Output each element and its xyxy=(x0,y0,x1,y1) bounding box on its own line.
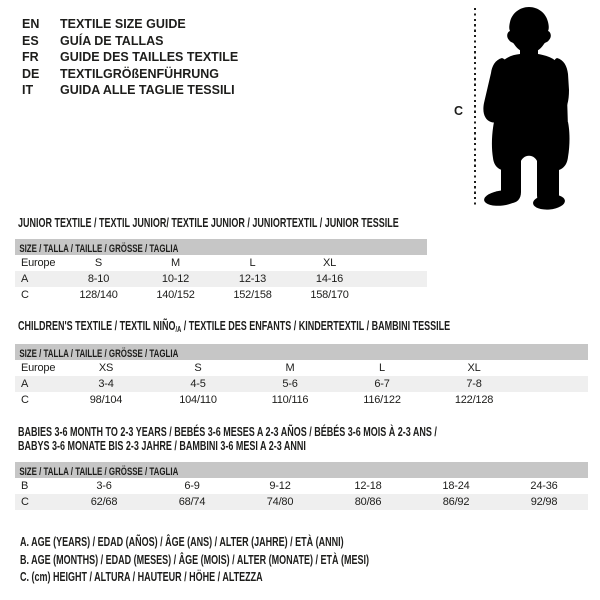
column-header: XS xyxy=(98,362,114,374)
size-header-text: SIZE / TALLA / TAILLE / GRÖSSE / TAGLIA xyxy=(19,348,179,360)
babies-title-line2: BABYS 3-6 MONATE BIS 2-3 JAHRE / BAMBINI 3-6 MESI A 2-3 ANNI xyxy=(18,439,306,453)
column-header: S xyxy=(194,362,202,374)
language-list xyxy=(22,16,238,99)
column-header: L xyxy=(249,257,256,269)
table-cell: 10-12 xyxy=(161,273,190,285)
table-cell: 3-6 xyxy=(96,480,112,492)
size-header-text: SIZE / TALLA / TAILLE / GRÖSSE / TAGLIA xyxy=(19,466,179,478)
junior-size-table xyxy=(15,255,427,303)
table-cell: 4-5 xyxy=(190,378,206,390)
babies-size-header-bar xyxy=(15,462,588,478)
children-size-header-bar xyxy=(15,344,588,360)
children-title-sub: /A xyxy=(175,325,182,334)
table-cell: 62/68 xyxy=(90,496,118,508)
column-header: Europe xyxy=(21,362,56,374)
junior-size-header-bar xyxy=(15,239,427,255)
table-cell: 12-18 xyxy=(354,480,382,492)
babies-title-line1: BABIES 3-6 MONTH TO 2-3 YEARS / BEBÉS 3-6 MESES A 2-3 AÑOS / BÉBÉS 3-6 MOIS À 2-3 ANS / xyxy=(18,425,437,439)
table-cell: 80/86 xyxy=(354,496,382,508)
column-header: M xyxy=(285,362,295,374)
column-header: M xyxy=(171,257,180,269)
height-measure-label: C xyxy=(454,104,464,118)
children-section-title xyxy=(18,319,600,337)
children-size-table xyxy=(15,360,588,408)
table-cell: 92/98 xyxy=(530,496,558,508)
height-dotted-line xyxy=(474,8,476,207)
table-cell: 6-7 xyxy=(374,378,390,390)
table-cell: 24-36 xyxy=(530,480,558,492)
children-title-post: / TEXTILE DES ENFANTS / KINDERTEXTIL / BAMBINI TESSILE xyxy=(181,319,451,333)
spacer-cell xyxy=(520,376,588,392)
language-title: GUIDE DES TAILLES TEXTILE xyxy=(60,50,239,64)
language-code: EN xyxy=(22,17,40,31)
table-cell: 128/140 xyxy=(79,289,118,301)
language-title: GUIDA ALLE TAGLIE TESSILI xyxy=(60,83,235,97)
language-row-de xyxy=(22,66,238,83)
children-columns-row xyxy=(15,360,588,376)
babies-row-height xyxy=(15,494,588,510)
babies-size-table xyxy=(15,478,588,510)
language-row-it xyxy=(22,82,238,99)
language-title: GUÍA DE TALLAS xyxy=(60,33,164,48)
babies-section-title xyxy=(18,425,600,453)
language-code: ES xyxy=(22,33,39,48)
row-label: C xyxy=(21,496,29,508)
table-cell: 8-10 xyxy=(87,273,110,285)
table-cell: 152/158 xyxy=(233,289,272,301)
junior-columns-row xyxy=(15,255,427,271)
table-cell: 158/170 xyxy=(310,289,349,301)
language-code: DE xyxy=(22,66,40,81)
language-row-fr xyxy=(22,49,238,66)
toddler-silhouette-icon xyxy=(478,2,598,214)
table-cell: 12-13 xyxy=(238,273,267,285)
spacer-cell xyxy=(520,392,588,408)
junior-section-title: JUNIOR TEXTILE / TEXTIL JUNIOR/ TEXTILE JUNIOR / JUNIORTEXTIL / JUNIOR TESSILE xyxy=(18,216,399,230)
table-cell: 74/80 xyxy=(266,496,294,508)
language-title: TEXTILGRÖßENFÜHRUNG xyxy=(60,66,220,81)
language-code: IT xyxy=(22,83,34,97)
language-code: FR xyxy=(22,50,39,64)
table-cell: 5-6 xyxy=(282,378,298,390)
children-row-age xyxy=(15,376,588,392)
language-row-es xyxy=(22,33,238,50)
language-title: TEXTILE SIZE GUIDE xyxy=(60,17,186,31)
children-title-pre: CHILDREN'S TEXTILE / TEXTIL NIÑO xyxy=(18,319,176,333)
table-cell: 9-12 xyxy=(269,480,291,492)
table-cell: 6-9 xyxy=(184,480,200,492)
table-cell: 122/128 xyxy=(454,394,494,406)
babies-row-months xyxy=(15,478,588,494)
junior-row-height xyxy=(15,287,427,303)
legend-line-b: B. AGE (MONTHS) / EDAD (MESES) / ÂGE (MOIS) / ALTER (MONATE) / ETÀ (MESI) xyxy=(20,552,369,567)
row-label: A xyxy=(21,273,29,285)
column-header: S xyxy=(94,257,103,269)
column-header: XL xyxy=(467,362,481,374)
table-cell: 116/122 xyxy=(363,394,401,406)
spacer-cell xyxy=(520,360,588,376)
table-cell: 14-16 xyxy=(315,273,344,285)
language-row-en xyxy=(22,16,238,33)
table-cell: 98/104 xyxy=(89,394,123,406)
legend-line-a: A. AGE (YEARS) / EDAD (AÑOS) / ÂGE (ANS) / ALTER (JAHRE) / ETÀ (ANNI) xyxy=(20,535,344,549)
table-cell: 3-4 xyxy=(98,378,114,390)
column-header: XL xyxy=(322,257,337,269)
table-cell: 68/74 xyxy=(178,496,206,508)
column-header: L xyxy=(379,362,385,374)
table-cell: 140/152 xyxy=(156,289,195,301)
size-header-text: SIZE / TALLA / TAILLE / GRÖSSE / TAGLIA xyxy=(19,243,179,255)
row-label: C xyxy=(21,394,29,406)
legend xyxy=(20,534,505,587)
table-cell: 110/116 xyxy=(271,394,309,406)
table-cell: 86/92 xyxy=(442,496,470,508)
spacer-cell xyxy=(368,271,427,287)
table-cell: 18-24 xyxy=(442,480,470,492)
row-label: C xyxy=(21,289,29,301)
column-header: Europe xyxy=(21,257,56,269)
table-cell: 7-8 xyxy=(466,378,482,390)
junior-row-age xyxy=(15,271,427,287)
legend-line-c: C. (cm) HEIGHT / ALTURA / HAUTEUR / HÖHE / ALTEZZA xyxy=(20,570,263,584)
children-row-height xyxy=(15,392,588,408)
table-cell: 104/110 xyxy=(179,394,217,406)
row-label: B xyxy=(21,480,29,492)
spacer-cell xyxy=(368,287,427,303)
row-label: A xyxy=(21,378,29,390)
spacer-cell xyxy=(368,255,427,271)
